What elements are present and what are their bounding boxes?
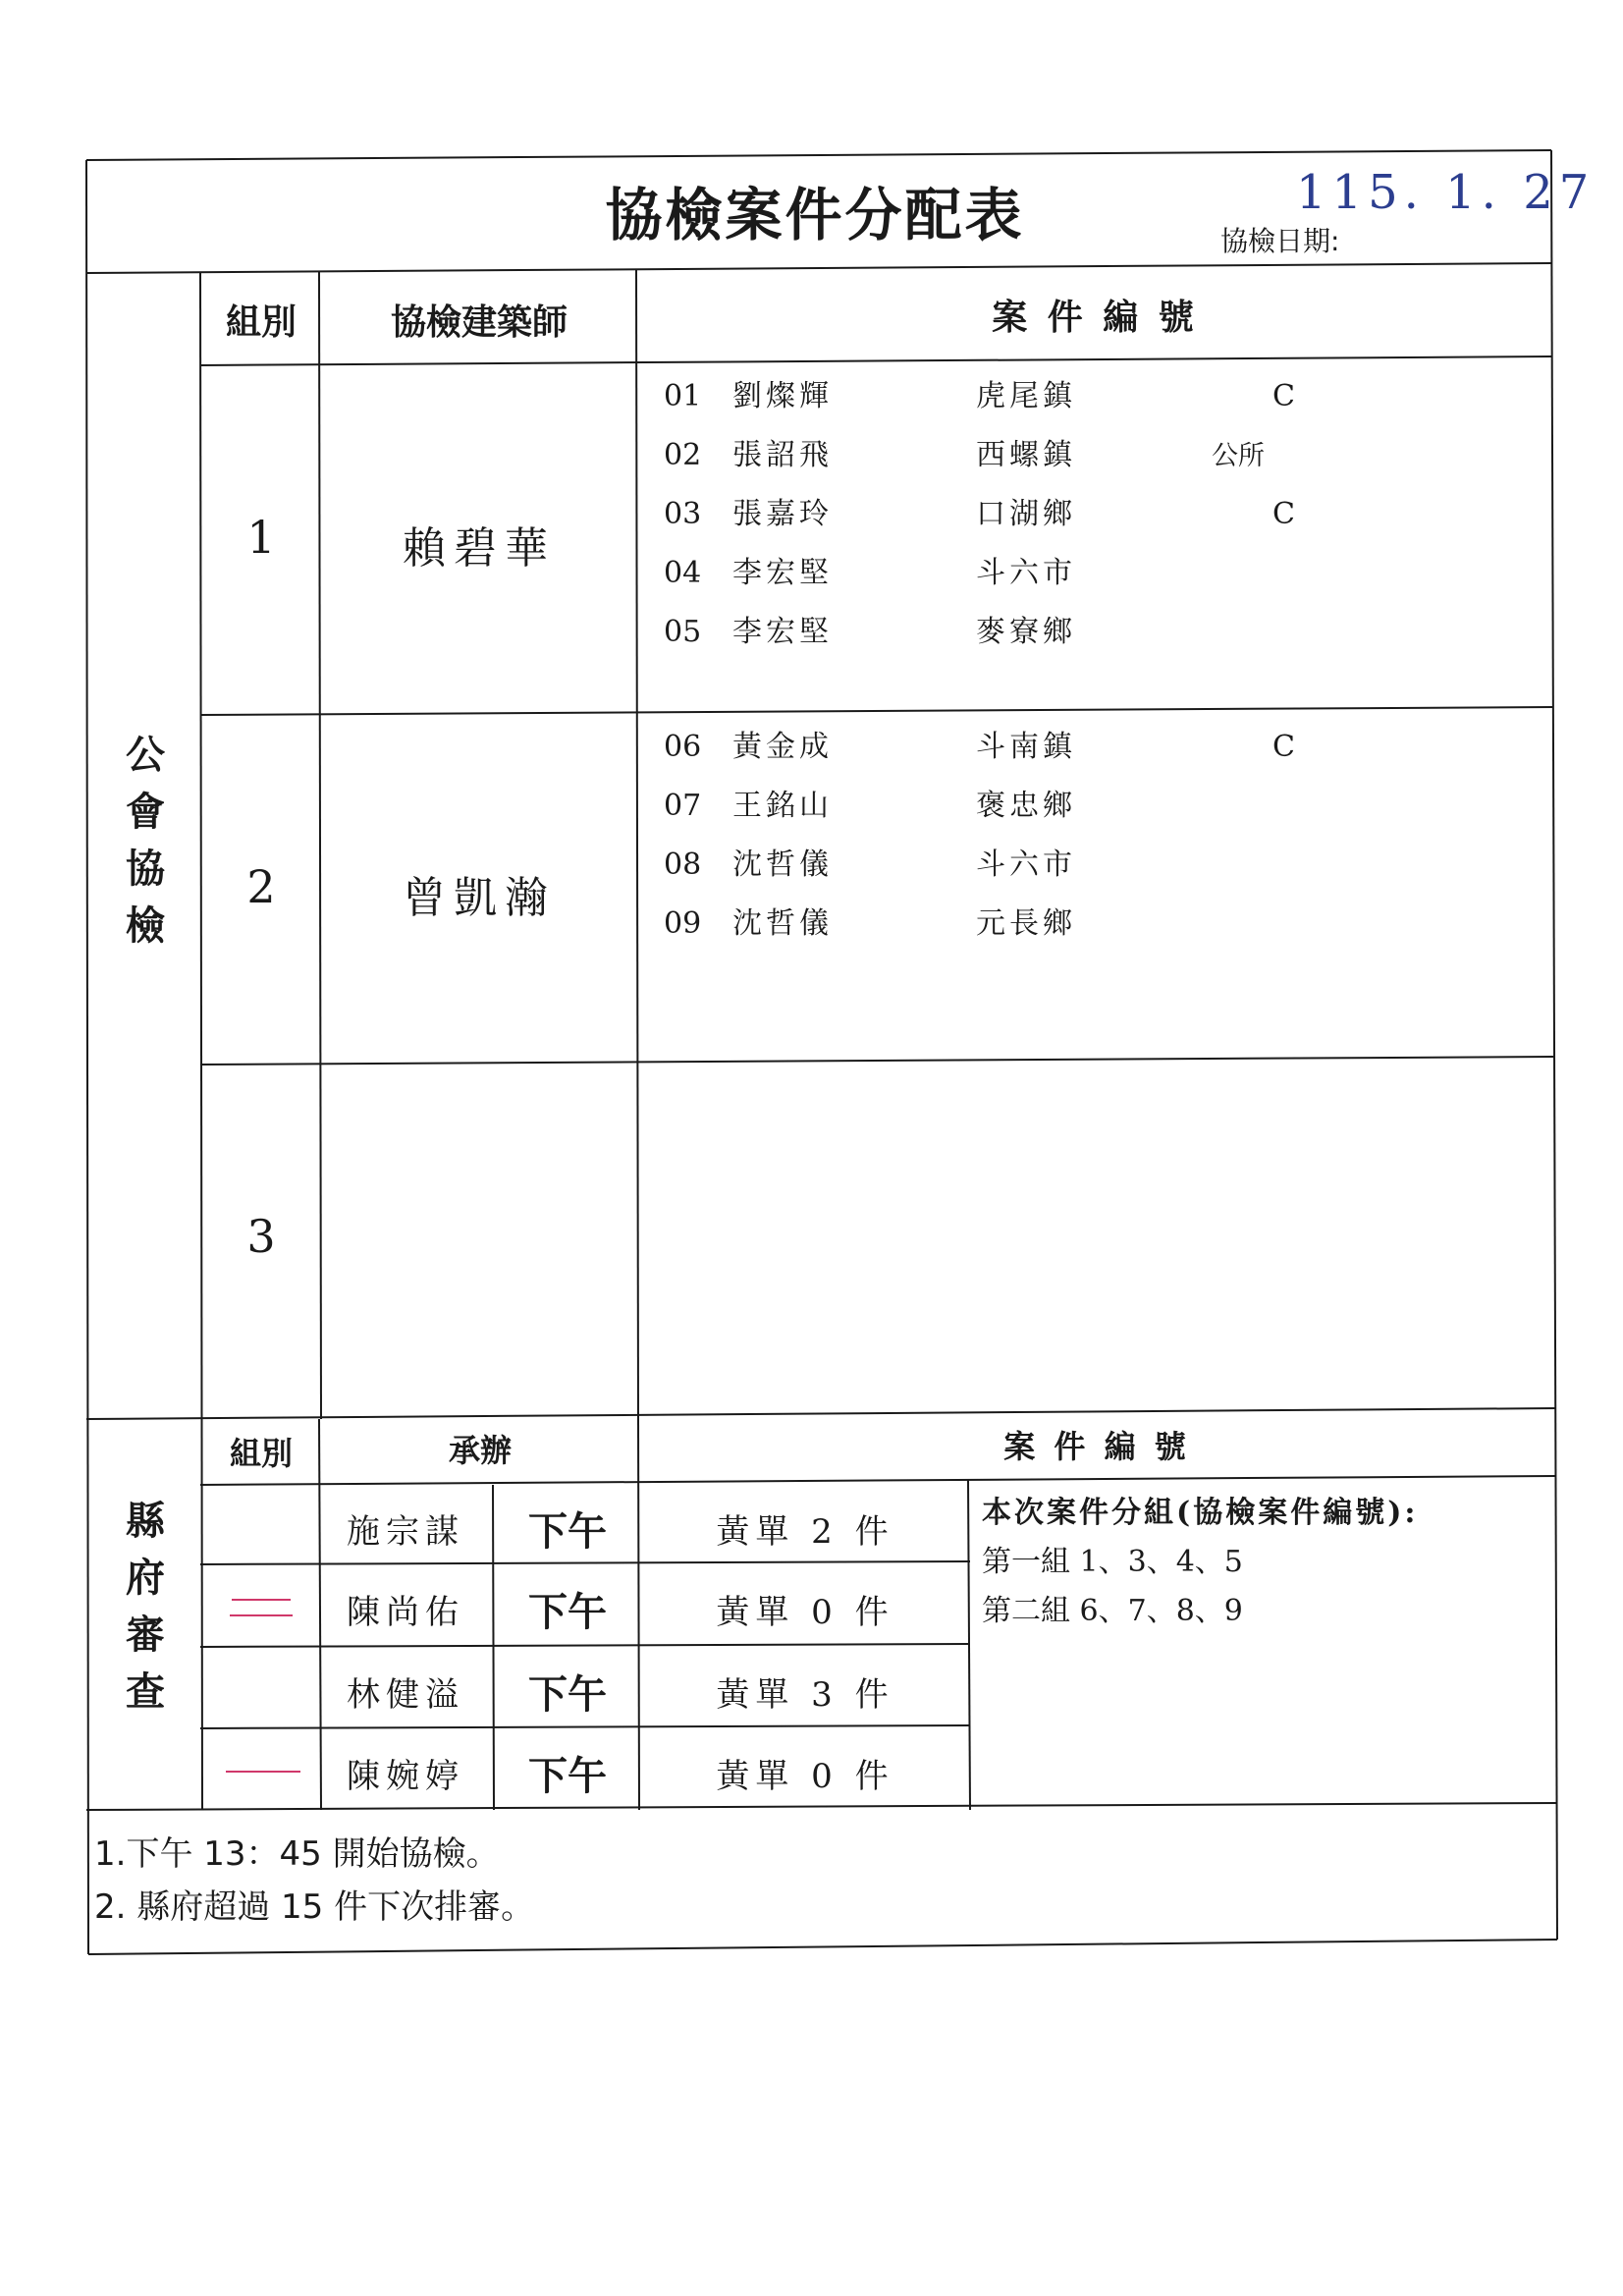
handler-name: 陳婉婷 (347, 1757, 464, 1796)
note-item: 2. 縣府超過 15 件下次排審。 (94, 1887, 535, 1927)
col-header-group: 組別 (225, 302, 297, 343)
case-item: 08 沈哲儀 斗六市 (664, 847, 1076, 882)
case-item: 06 黃金成 斗南鎮 C (664, 730, 1295, 764)
case-item: 02 張詔飛 西螺鎮 公所 (664, 438, 1265, 472)
handler-name: 施宗謀 (347, 1512, 464, 1552)
yellow-slip-count: 黃單 0 件 (716, 1593, 894, 1632)
handler-name: 陳尚佑 (347, 1593, 464, 1632)
grouping-summary (982, 1488, 1418, 1629)
county-section-label: 縣 府 審 查 (126, 1499, 165, 1715)
case-item: 01 劉燦輝 虎尾鎮 C (664, 379, 1295, 413)
inspection-time: 下午 (528, 1754, 607, 1799)
inspection-time: 下午 (528, 1590, 607, 1635)
case-item: 03 張嘉玲 口湖鄉 C (664, 497, 1295, 531)
case-list (664, 722, 1295, 957)
inspection-time: 下午 (528, 1672, 607, 1718)
yellow-slip-count: 黃單 2 件 (716, 1512, 894, 1552)
handwritten-group-mark (230, 1614, 293, 1616)
page-title: 協檢案件分配表 (605, 182, 1025, 248)
summary-line: 第一組 1、3、4、5 (982, 1545, 1243, 1579)
group-number: 2 (246, 860, 276, 913)
summary-line: 第二組 6、7、8、9 (982, 1594, 1243, 1628)
inspection-time: 下午 (528, 1509, 607, 1555)
group-number: 1 (246, 511, 276, 564)
case-item: 05 李宏堅 麥寮鄉 (664, 615, 1076, 649)
association-section-label: 公 會 協 檢 (126, 733, 165, 949)
case-list (664, 371, 1295, 666)
county-col-header-case-no: 案 件 編 號 (1003, 1428, 1190, 1465)
col-header-architect: 協檢建築師 (390, 302, 568, 343)
yellow-slip-count: 黃單 3 件 (716, 1675, 894, 1715)
county-col-header-group: 組別 (229, 1435, 293, 1472)
inspection-date-value: 115. 1. 27 (1296, 165, 1596, 220)
handler-name: 林健溢 (347, 1675, 464, 1715)
group-number: 3 (246, 1210, 276, 1263)
case-item: 04 李宏堅 斗六市 (664, 556, 1076, 590)
summary-title: 本次案件分組(協檢案件編號): (982, 1496, 1419, 1530)
notes (94, 1827, 534, 1933)
yellow-slip-count: 黃單 0 件 (716, 1757, 894, 1796)
note-item: 1.下午 13：45 開始協檢。 (94, 1834, 500, 1874)
case-item: 07 王銘山 褒忠鄉 (664, 789, 1076, 823)
group-architect: 曾凱瀚 (403, 873, 556, 923)
handwritten-group-mark (226, 1771, 300, 1773)
group-architect: 賴碧華 (403, 523, 556, 574)
handwritten-group-mark (232, 1599, 291, 1601)
case-item: 09 沈哲儀 元長鄉 (664, 906, 1076, 941)
col-header-case-no: 案 件 編 號 (992, 298, 1198, 338)
inspection-date-label: 協檢日期: (1220, 225, 1340, 257)
county-col-header-handler: 承辦 (448, 1432, 512, 1469)
